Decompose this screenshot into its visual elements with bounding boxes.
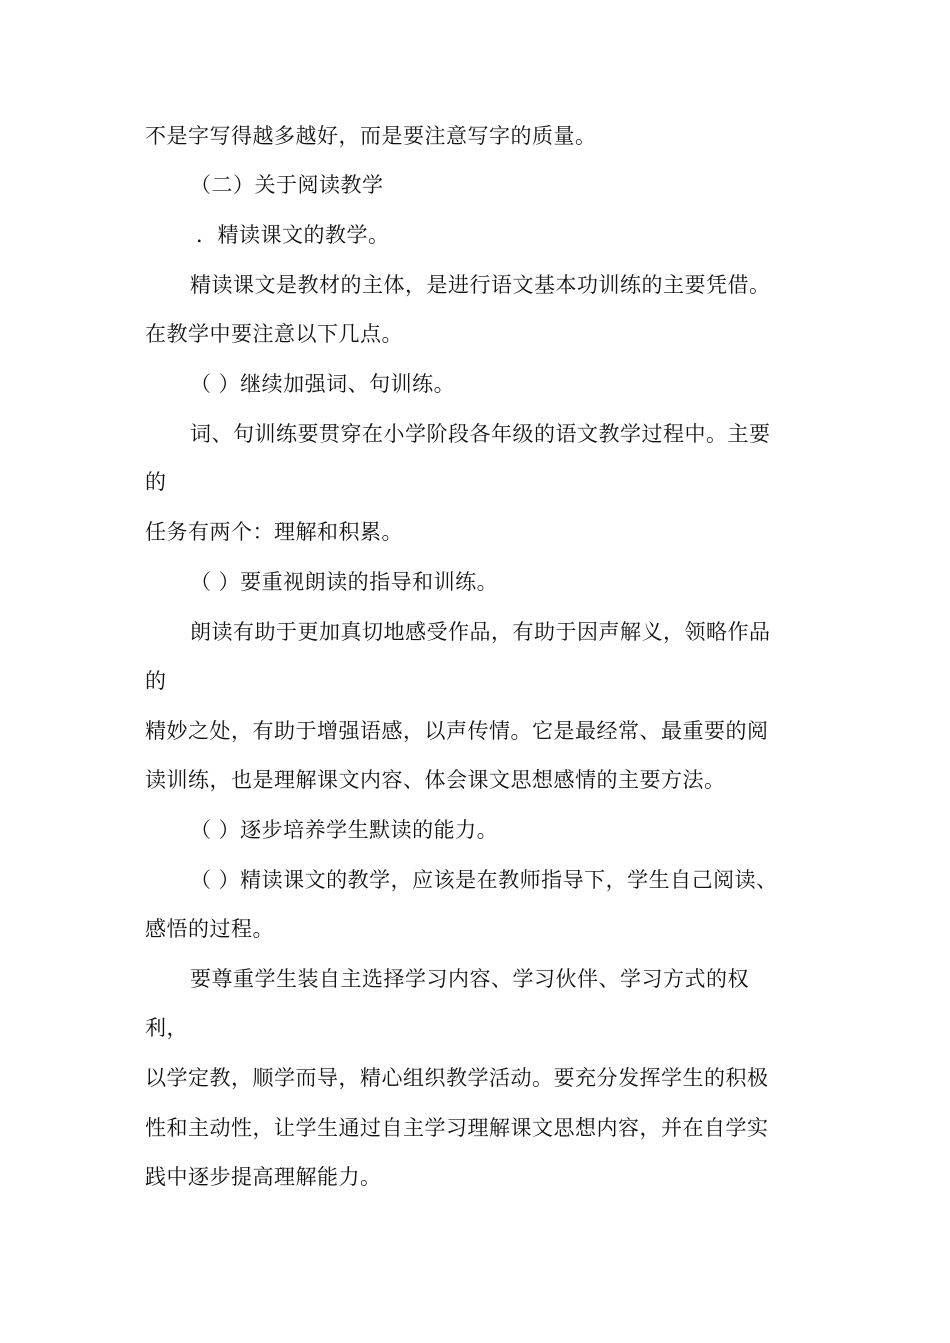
text-line: 读训练，也是理解课文内容、体会课文思想感情的主要方法。 [145, 768, 726, 792]
subsection-heading: ．精读课文的教学。 [196, 223, 390, 247]
item-heading: （ ）继续加强词、句训练。 [190, 372, 456, 396]
text-line: 以学定教，顺学而导，精心组织教学活动。要充分发挥学生的积极 [145, 1066, 769, 1090]
text-line: 的 [145, 470, 167, 494]
text-line: 利， [145, 1016, 188, 1040]
text-line: 精读课文是教材的主体，是进行语文基本功训练的主要凭借。 [190, 273, 771, 297]
text-line: 的 [145, 669, 167, 693]
text-line: 践中逐步提高理解能力。 [145, 1165, 382, 1189]
text-line: 精妙之处，有助于增强语感，以声传情。它是最经常、最重要的阅 [145, 719, 769, 743]
text-line: 要尊重学生装自主选择学习内容、学习伙伴、学习方式的权 [190, 967, 749, 991]
text-line: 在教学中要注意以下几点。 [145, 322, 403, 346]
item-heading: （ ）要重视朗读的指导和训练。 [190, 570, 499, 594]
section-heading: （二）关于阅读教学 [190, 173, 384, 197]
text-line: 朗读有助于更加真切地感受作品，有助于因声解义，领略作品 [190, 620, 771, 644]
text-line: 不是字写得越多越好，而是要注意写字的质量。 [145, 124, 597, 148]
text-line: 感悟的过程。 [145, 917, 274, 941]
text-line: 词、句训练要贯穿在小学阶段各年级的语文教学过程中。主要 [190, 422, 771, 446]
text-line: 任务有两个：理解和积累。 [145, 520, 403, 544]
text-line: 性和主动性，让学生通过自主学习理解课文思想内容，并在自学实 [145, 1116, 769, 1140]
item-heading: （ ）逐步培养学生默读的能力。 [190, 818, 499, 842]
item-heading: （ ）精读课文的教学，应该是在教师指导下，学生自己阅读、 [190, 868, 778, 892]
